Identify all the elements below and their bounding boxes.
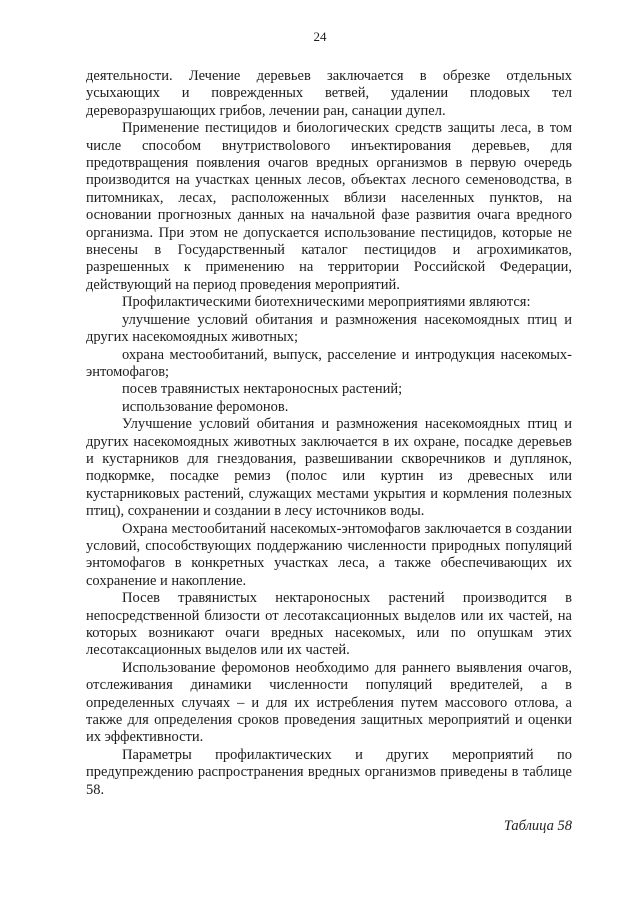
paragraph: посев травянистых нектароносных растений; (122, 381, 403, 398)
paragraph: улучшение условий обитания и размножения насекомоядных птиц и других насекомоядных животных; (86, 311, 572, 346)
paragraph: деятельности. Лечение деревьев заключается в обрезке отдельных усыхающих и поврежденных ветвей, удалении плодовых тел дереворазрушающих грибов, лечении ран, санации дупел. (86, 68, 572, 119)
page-number: 24 (313, 29, 327, 44)
paragraph: Применение пестицидов и биологических средств защиты леса, в том числе способом внутриствolового инъектирования деревьев, для предотвращения появления очагов вредных организмов в первую очередь производится на участках ценных лесов, объектах лесного семеноводства, в питомниках, лесах, расположенных вблизи населенных пунктов, на основании прогнозных данных на начальной фазе развития очага вредного организма. При этом не допускается использование пестицидов, которые не внесены в Государственный каталог пестицидов и агрохимикатов, разрешенных к применению на территории Российской Федерации, действующий на период проведения мероприятий. (86, 120, 572, 293)
paragraph: Охрана местообитаний насекомых-энтомофагов заключается в создании условий, способствующих поддержанию численности природных популяций энтомофагов в конкретных участках леса, а также обеспечивающих их сохранение и накопление. (86, 520, 572, 589)
paragraph: охрана местообитаний, выпуск, расселение и интродукция насекомых-энтомофагов; (86, 346, 572, 380)
body-text (86, 68, 572, 799)
paragraph: использование феромонов. (122, 398, 289, 415)
paragraph: Параметры профилактических и других мероприятий по предупреждению распространения вредных организмов приведены в таблице 58. (86, 746, 572, 798)
paragraph: Посев травянистых нектароносных растений производится в непосредственной близости от лесотаксационных выделов или их частей, на которых возникают очаги вредных насекомых, или по опушкам этих лесотаксационных выделов или их частей. (86, 590, 572, 659)
paragraph: Улучшение условий обитания и размножения насекомоядных птиц и других насекомоядных животных заключается в их охране, посадке деревьев и кустарников для гнездования, развешивании скворечников и дуплянок, подкормке, посадке ремиз (полос или куртин из древесных или кустарниковых растений, служащих местами укрытия и кормления полезных птиц), сохранении и создании в лесу источников воды. (86, 416, 572, 520)
paragraph: Профилактическими биотехническими мероприятиями являются: (122, 294, 531, 311)
table-caption: Таблица 58 (503, 818, 572, 834)
paragraph: Использование феромонов необходимо для раннего выявления очагов, отслеживания динамики численности популяций вредителей, а в определенных случаях – и для их истребления путем массового отлова, а также для определения сроков проведения защитных мероприятий и оценки их эффективности. (86, 659, 572, 746)
